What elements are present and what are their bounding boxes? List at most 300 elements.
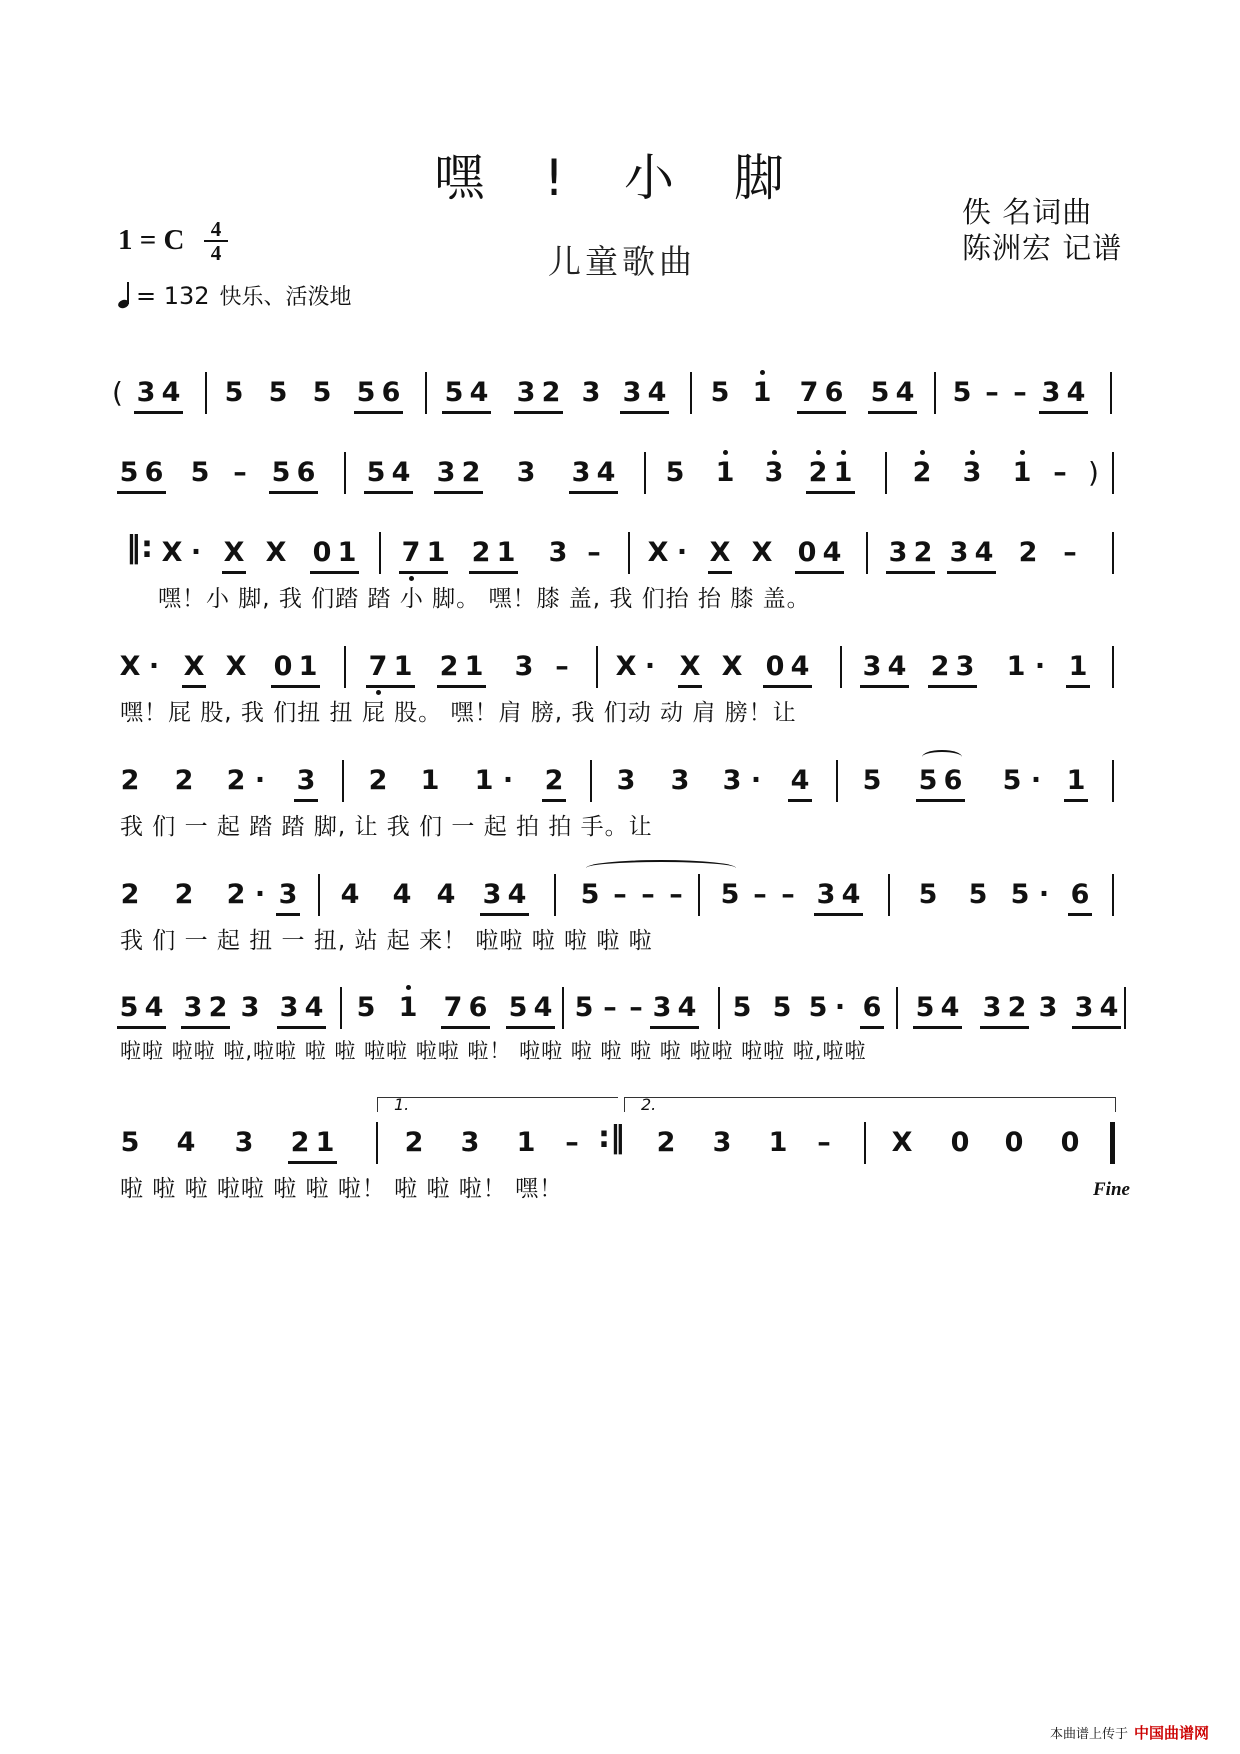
site-logo: 中国曲谱网	[1134, 1724, 1210, 1742]
note: –	[669, 879, 683, 910]
note: 1	[715, 457, 735, 488]
note: 5	[580, 879, 600, 910]
barline	[344, 646, 346, 688]
note: –	[753, 879, 767, 910]
barline	[1112, 646, 1114, 688]
note: 3	[955, 651, 975, 682]
eighth-underline	[442, 411, 491, 414]
barline	[1112, 874, 1114, 916]
note: 4	[596, 457, 616, 488]
eighth-underline	[480, 913, 529, 916]
eighth-underline	[860, 1026, 884, 1029]
note: 0	[273, 651, 293, 682]
note: 4	[469, 377, 489, 408]
eighth-underline	[806, 491, 855, 494]
note: X	[161, 537, 183, 568]
note: 4	[647, 377, 667, 408]
note: 5	[808, 992, 828, 1023]
note: 4	[940, 992, 960, 1023]
note: 1	[298, 651, 318, 682]
time-signature-bottom: 4	[210, 241, 222, 265]
note: 4	[144, 992, 164, 1023]
note: X	[223, 537, 245, 568]
eighth-underline	[788, 799, 812, 802]
eighth-underline	[354, 411, 403, 414]
note: 3	[436, 457, 456, 488]
note: 4	[790, 651, 810, 682]
note: ·	[190, 537, 202, 568]
lyrics-line-2: 嘿！屁 股, 我 们扭 扭 屁 股。 嘿！肩 膀, 我 们动 动 肩 膀！让	[120, 700, 797, 726]
note: 4	[974, 537, 994, 568]
note: 5	[190, 457, 210, 488]
note: 2	[174, 879, 194, 910]
time-signature	[204, 219, 228, 263]
note: 4	[895, 377, 915, 408]
note: 5	[915, 992, 935, 1023]
barline	[344, 452, 346, 494]
eighth-underline	[276, 913, 300, 916]
note: 1	[1066, 765, 1086, 796]
barline	[379, 532, 381, 574]
note: 5	[1002, 765, 1022, 796]
eighth-underline	[399, 571, 448, 574]
note: 5	[508, 992, 528, 1023]
note: 3	[183, 992, 203, 1023]
note: 2	[120, 765, 140, 796]
eighth-underline	[860, 685, 909, 688]
note: 2	[541, 377, 561, 408]
tempo-marking	[118, 280, 352, 311]
second-ending-bracket: 2.	[624, 1097, 1116, 1112]
barline	[1110, 1122, 1115, 1164]
song-title: 嘿 ! 小 脚	[434, 149, 806, 207]
note: 5	[356, 377, 376, 408]
high-octave-dot	[1020, 450, 1025, 455]
note: 5	[732, 992, 752, 1023]
note: 6	[468, 992, 488, 1023]
note: 1	[833, 457, 853, 488]
note: 5	[119, 992, 139, 1023]
barline	[888, 874, 890, 916]
barline	[425, 372, 427, 414]
barline	[896, 987, 898, 1029]
note: 4	[677, 992, 697, 1023]
note: 2	[290, 1127, 310, 1158]
note: 3	[888, 537, 908, 568]
eighth-underline	[117, 491, 166, 494]
note: 3	[548, 537, 568, 568]
notation-row	[0, 450, 1240, 500]
note: 0	[312, 537, 332, 568]
note: 2	[226, 765, 246, 796]
note: 1	[337, 537, 357, 568]
note: 3	[482, 879, 502, 910]
barline	[690, 372, 692, 414]
lyrics-line-3: 我 们 一 起 踏 踏 脚, 让 我 们 一 起 拍 拍 手。让	[120, 814, 653, 840]
notation-row	[0, 758, 1240, 808]
note: ·	[254, 879, 266, 910]
eighth-underline	[947, 571, 996, 574]
fine-marking: Fine	[1093, 1179, 1130, 1200]
barline	[318, 874, 320, 916]
note: 5	[665, 457, 685, 488]
barline	[554, 874, 556, 916]
note: 3	[1074, 992, 1094, 1023]
note: 2	[913, 537, 933, 568]
note: ·	[254, 765, 266, 796]
eighth-underline	[678, 685, 702, 688]
note: –	[1053, 457, 1067, 488]
repeat-start-sign: ‖:	[126, 530, 153, 565]
barline	[342, 760, 344, 802]
note: 3	[279, 992, 299, 1023]
note: 3	[670, 765, 690, 796]
note: 3	[516, 457, 536, 488]
composer-credit: 佚 名词曲	[962, 195, 1093, 229]
barline	[840, 646, 842, 688]
note: 6	[144, 457, 164, 488]
eighth-underline	[1072, 1026, 1121, 1029]
eighth-underline	[294, 799, 318, 802]
note: –	[603, 992, 617, 1023]
note: 3	[136, 377, 156, 408]
note: 7	[799, 377, 819, 408]
key-signature: 1 = C	[118, 224, 185, 256]
barline	[1124, 987, 1126, 1029]
barline	[836, 760, 838, 802]
note: X	[225, 651, 247, 682]
note: 2	[656, 1127, 676, 1158]
barline	[934, 372, 936, 414]
notation-row	[0, 370, 1240, 420]
note: –	[555, 651, 569, 682]
high-octave-dot	[760, 370, 765, 375]
note: 2	[439, 651, 459, 682]
note: 3	[862, 651, 882, 682]
note: 4	[507, 879, 527, 910]
note: 4	[391, 457, 411, 488]
note: 4	[887, 651, 907, 682]
note: 1	[398, 992, 418, 1023]
note: 5	[918, 765, 938, 796]
note: –	[817, 1127, 831, 1158]
note: 6	[824, 377, 844, 408]
eighth-underline	[763, 685, 812, 688]
eighth-underline	[117, 1026, 166, 1029]
note: –	[613, 879, 627, 910]
note: 5	[968, 879, 988, 910]
eighth-underline	[868, 411, 917, 414]
eighth-underline	[795, 571, 844, 574]
barline	[596, 646, 598, 688]
note: 5	[720, 879, 740, 910]
notation-row	[0, 872, 1240, 922]
note: –	[565, 1127, 579, 1158]
eighth-underline	[277, 1026, 326, 1029]
song-genre: 儿童歌曲	[548, 242, 696, 281]
barline	[1110, 372, 1112, 414]
eighth-underline	[514, 411, 563, 414]
tempo-mood: 快乐、活泼地	[219, 285, 352, 310]
barline	[698, 874, 700, 916]
note: 2	[461, 457, 481, 488]
note: 1	[464, 651, 484, 682]
high-octave-dot	[406, 985, 411, 990]
note: ·	[502, 765, 514, 796]
eighth-underline	[364, 491, 413, 494]
eighth-underline	[650, 1026, 699, 1029]
eighth-underline	[134, 411, 183, 414]
notation-row	[0, 985, 1240, 1035]
close-paren: )	[1088, 456, 1099, 489]
note: 6	[296, 457, 316, 488]
note: 3	[622, 377, 642, 408]
eighth-underline	[269, 491, 318, 494]
note: 6	[862, 992, 882, 1023]
note: –	[587, 537, 601, 568]
note: 2	[226, 879, 246, 910]
note: 5	[710, 377, 730, 408]
eighth-underline	[366, 685, 415, 688]
high-octave-dot	[723, 450, 728, 455]
transcriber-credit: 陈洲宏 记谱	[962, 231, 1123, 265]
note: 5	[870, 377, 890, 408]
note: 0	[1060, 1127, 1080, 1158]
time-signature-top: 4	[210, 217, 222, 241]
note: 0	[950, 1127, 970, 1158]
eighth-underline	[620, 411, 669, 414]
eighth-underline	[928, 685, 977, 688]
note: 2	[912, 457, 932, 488]
eighth-underline	[797, 411, 846, 414]
barline	[1112, 532, 1114, 574]
eighth-underline	[542, 799, 566, 802]
high-octave-dot	[841, 450, 846, 455]
note: 3	[652, 992, 672, 1023]
tie	[586, 860, 736, 876]
note: X	[119, 651, 141, 682]
note: 5	[918, 879, 938, 910]
note: 3	[460, 1127, 480, 1158]
note: 5	[574, 992, 594, 1023]
tie	[922, 750, 962, 764]
note: 5	[312, 377, 332, 408]
note: 1	[1012, 457, 1032, 488]
note: X	[721, 651, 743, 682]
barline	[864, 1122, 866, 1164]
eighth-underline	[1066, 685, 1090, 688]
eighth-underline	[182, 685, 206, 688]
note: 1	[496, 537, 516, 568]
note: 5	[444, 377, 464, 408]
note: 2	[930, 651, 950, 682]
note: 3	[516, 377, 536, 408]
note: ·	[1038, 879, 1050, 910]
note: 3	[616, 765, 636, 796]
eighth-underline	[181, 1026, 230, 1029]
eighth-underline	[288, 1161, 337, 1164]
note: 2	[471, 537, 491, 568]
note: 3	[949, 537, 969, 568]
note: 2	[1007, 992, 1027, 1023]
note: 4	[161, 377, 181, 408]
note: 5	[120, 1127, 140, 1158]
lyrics-line-4: 我 们 一 起 扭 一 扭, 站 起 来！ 啦啦 啦 啦 啦 啦	[120, 928, 653, 954]
note: ·	[750, 765, 762, 796]
high-octave-dot	[772, 450, 777, 455]
note: 4	[841, 879, 861, 910]
first-ending-bracket: 1.	[377, 1097, 618, 1112]
note: 3	[982, 992, 1002, 1023]
barline	[590, 760, 592, 802]
note: 3	[234, 1127, 254, 1158]
note: X	[679, 651, 701, 682]
eighth-underline	[271, 685, 320, 688]
note: 2	[174, 765, 194, 796]
note: 4	[392, 879, 412, 910]
note: X	[647, 537, 669, 568]
note: 6	[1070, 879, 1090, 910]
note: X	[709, 537, 731, 568]
barline	[866, 532, 868, 574]
note: 4	[822, 537, 842, 568]
eighth-underline	[569, 491, 618, 494]
note: –	[985, 377, 999, 408]
eighth-underline	[222, 571, 246, 574]
note: 1	[315, 1127, 335, 1158]
eighth-underline	[506, 1026, 555, 1029]
eighth-underline	[1068, 913, 1092, 916]
barline	[628, 532, 630, 574]
note: 1	[1068, 651, 1088, 682]
note: 4	[1099, 992, 1119, 1023]
note: 2	[1018, 537, 1038, 568]
note: ·	[1034, 651, 1046, 682]
note: 7	[401, 537, 421, 568]
barline	[1112, 760, 1114, 802]
note: X	[265, 537, 287, 568]
note: –	[1063, 537, 1077, 568]
note: 3	[278, 879, 298, 910]
note: 1	[752, 377, 772, 408]
barline	[205, 372, 207, 414]
repeat-end-sign: :‖	[598, 1120, 625, 1155]
note: –	[1013, 377, 1027, 408]
barline	[1112, 452, 1114, 494]
note: ·	[676, 537, 688, 568]
note: 5	[772, 992, 792, 1023]
note: 5	[356, 992, 376, 1023]
eighth-underline	[434, 491, 483, 494]
eighth-underline	[1039, 411, 1088, 414]
note: 2	[808, 457, 828, 488]
note: 1	[768, 1127, 788, 1158]
high-octave-dot	[970, 450, 975, 455]
note: –	[629, 992, 643, 1023]
eighth-underline	[913, 1026, 962, 1029]
eighth-underline	[437, 685, 486, 688]
note: 6	[943, 765, 963, 796]
notation-row	[0, 1120, 1240, 1170]
eighth-underline	[441, 1026, 490, 1029]
note: 4	[176, 1127, 196, 1158]
note: X	[183, 651, 205, 682]
eighth-underline	[708, 571, 732, 574]
note: 4	[436, 879, 456, 910]
note: X	[891, 1127, 913, 1158]
note: 2	[120, 879, 140, 910]
notation-row	[0, 530, 1240, 580]
eighth-underline	[916, 799, 965, 802]
open-paren: (	[112, 376, 123, 409]
note: 1	[1006, 651, 1026, 682]
note: 4	[304, 992, 324, 1023]
eighth-underline	[886, 571, 935, 574]
note: 3	[581, 377, 601, 408]
note: ·	[1030, 765, 1042, 796]
eighth-underline	[980, 1026, 1029, 1029]
note: 3	[1041, 377, 1061, 408]
note: 6	[381, 377, 401, 408]
tempo-value: = 132	[136, 282, 210, 310]
note: 5	[1010, 879, 1030, 910]
note: –	[641, 879, 655, 910]
quarter-note-icon	[118, 282, 132, 308]
note: 3	[1038, 992, 1058, 1023]
note: 7	[368, 651, 388, 682]
note: ·	[834, 992, 846, 1023]
note: 5	[268, 377, 288, 408]
high-octave-dot	[920, 450, 925, 455]
note: 1	[516, 1127, 536, 1158]
note: 4	[1066, 377, 1086, 408]
note: 1	[420, 765, 440, 796]
lyrics-line-1: 嘿！小 脚, 我 们踏 踏 小 脚。 嘿！膝 盖, 我 们抬 抬 膝 盖。	[158, 586, 811, 612]
eighth-underline	[310, 571, 359, 574]
note: 3	[240, 992, 260, 1023]
notation-row	[0, 644, 1240, 694]
note: 4	[533, 992, 553, 1023]
note: 0	[765, 651, 785, 682]
note: –	[233, 457, 247, 488]
note: –	[781, 879, 795, 910]
note: 5	[224, 377, 244, 408]
note: 3	[962, 457, 982, 488]
note: 5	[862, 765, 882, 796]
barline	[340, 987, 342, 1029]
barline	[885, 452, 887, 494]
note: X	[615, 651, 637, 682]
note: 2	[404, 1127, 424, 1158]
note: 3	[722, 765, 742, 796]
note: ·	[148, 651, 160, 682]
note: 5	[366, 457, 386, 488]
note: ·	[644, 651, 656, 682]
barline	[644, 452, 646, 494]
note: 1	[426, 537, 446, 568]
note: 3	[296, 765, 316, 796]
note: 7	[443, 992, 463, 1023]
note: 3	[712, 1127, 732, 1158]
note: 0	[1004, 1127, 1024, 1158]
note: X	[751, 537, 773, 568]
note: 4	[340, 879, 360, 910]
barline	[376, 1122, 378, 1164]
note: 2	[368, 765, 388, 796]
footer-upload-note: 本曲谱上传于 中国曲谱网	[1050, 1724, 1210, 1742]
note: 0	[797, 537, 817, 568]
barline	[562, 987, 564, 1029]
